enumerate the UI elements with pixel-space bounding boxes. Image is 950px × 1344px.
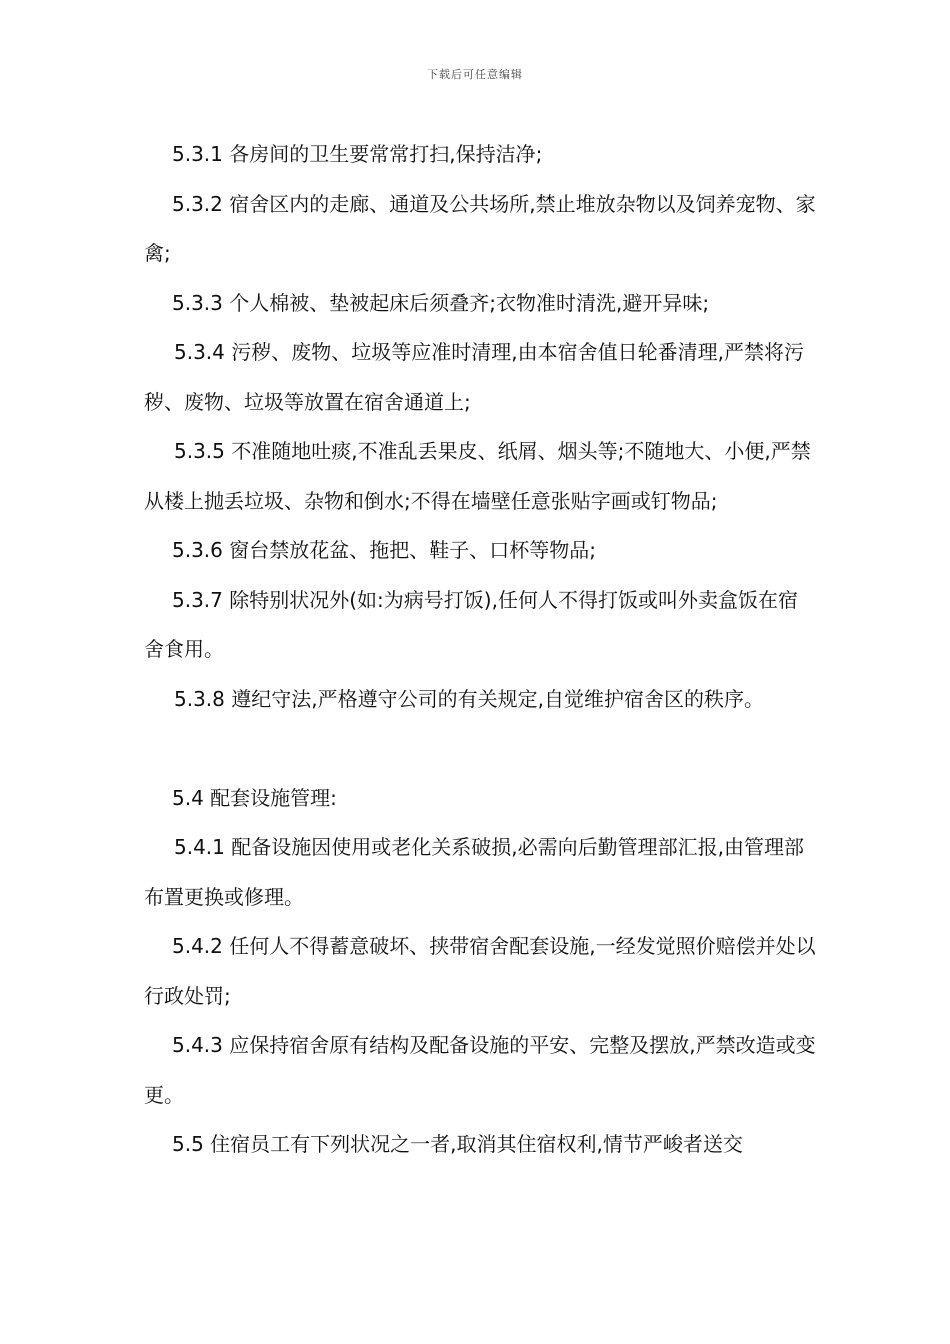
document-body (144, 130, 816, 1170)
page-header: 下载后可任意编辑 (427, 68, 523, 81)
blank-line (144, 724, 816, 774)
paragraph-5-3-1: 5.3.1 各房间的卫生要常常打扫,保持洁净; (172, 142, 543, 166)
section-heading-5-4: 5.4 配套设施管理: (172, 785, 337, 810)
paragraph-5-3-8: 5.3.8 遵纪守法,严格遵守公司的有关规定,自觉维护宿舍区的秩序。 (174, 686, 764, 711)
paragraph-5-3-7: 5.3.7 除特别状况外(如:为病号打饭),任何人不得打饭或叫外卖盒饭在宿舍食用。 (144, 587, 798, 661)
paragraph-5-3-2: 5.3.2 宿舍区内的走廊、通道及公共场所,禁止堆放杂物以及饲养宠物、家禽; (144, 191, 816, 265)
paragraph-5-4-3: 5.4.3 应保持宿舍原有结构及配备设施的平安、完整及摆放,严禁改造或变更。 (144, 1033, 816, 1107)
paragraph-5-4-2: 5.4.2 任何人不得蓄意破坏、挟带宿舍配套设施,一经发觉照价赔偿并处以行政处罚; (144, 934, 816, 1008)
paragraph-5-3-3: 5.3.3 个人棉被、垫被起床后须叠齐;衣物准时清洗,避开异味; (172, 290, 710, 315)
paragraph-5-5: 5.5 住宿员工有下列状况之一者,取消其住宿权利,情节严峻者送交 (172, 1132, 743, 1156)
paragraph-5-3-5: 5.3.5 不准随地吐痰,不准乱丢果皮、纸屑、烟头等;不随地大、小便,严禁从楼上抛丢垃圾、杂物和倒水;不得在墙壁任意张贴字画或钉物品; (144, 439, 811, 513)
paragraph-5-4-1: 5.4.1 配备设施因使用或老化关系破损,必需向后勤管理部汇报,由管理部布置更换或修理。 (144, 835, 804, 909)
paragraph-5-3-4: 5.3.4 污秽、废物、垃圾等应准时清理,由本宿舍值日轮番清理,严禁将污秽、废物、垃圾等放置在宿舍通道上; (144, 340, 804, 414)
paragraph-5-3-6: 5.3.6 窗台禁放花盆、拖把、鞋子、口杯等物品; (172, 538, 596, 562)
